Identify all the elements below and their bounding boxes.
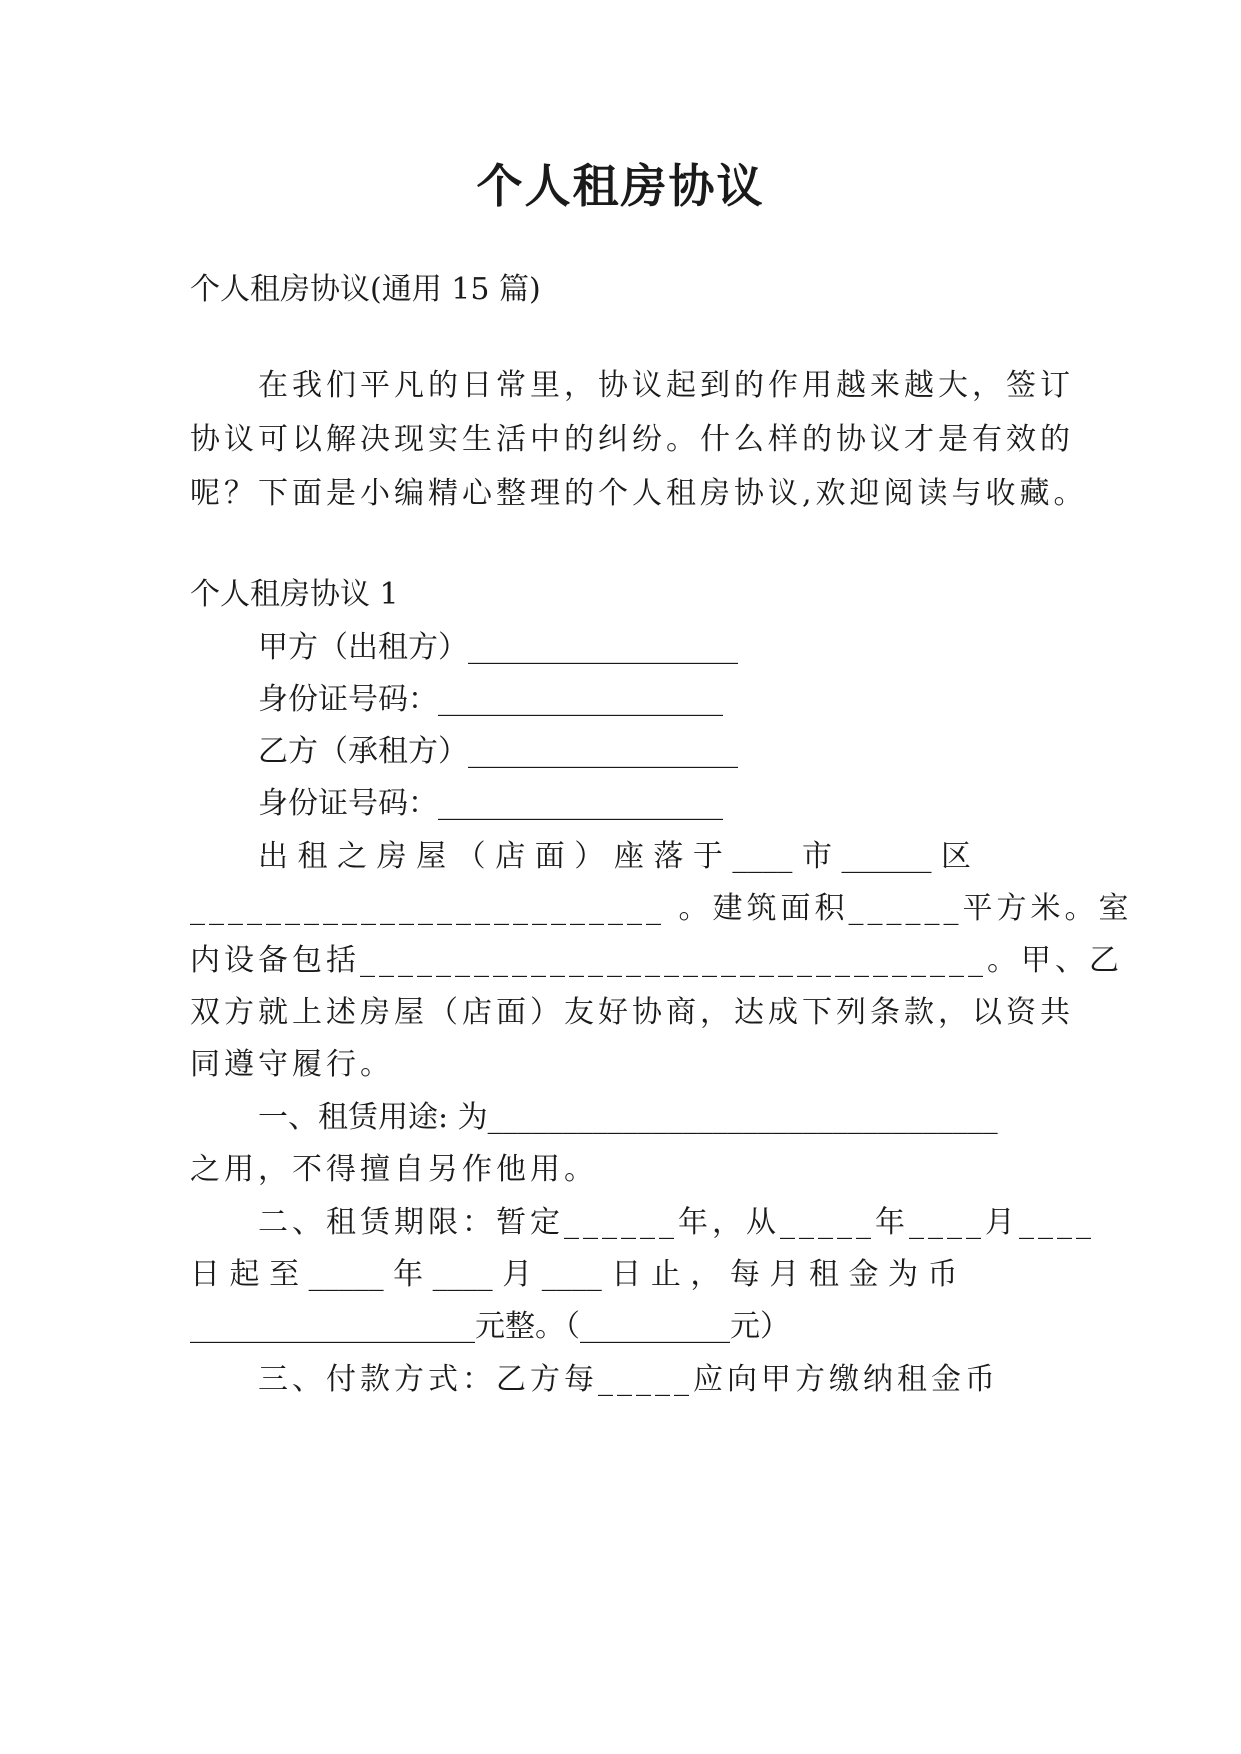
- property-agreement-line: 同遵守履行。: [190, 1047, 394, 1082]
- intro-paragraph-line: 呢？下面是小编精心整理的个人租房协议,欢迎阅读与收藏。: [190, 476, 1088, 511]
- document-title: 个人租房协议: [476, 159, 765, 213]
- property-area-line: _________________________ 。建筑面积______平方米。室: [190, 891, 1133, 926]
- clause-term: 二、租赁期限：暂定______年，从_____年____月____: [258, 1205, 1095, 1240]
- intro-paragraph-line: 在我们平凡的日常里，协议起到的作用越来越大，签订: [258, 368, 1074, 403]
- intro-paragraph-line: 协议可以解决现实生活中的纠纷。什么样的协议才是有效的: [190, 422, 1074, 457]
- party-b-field: 乙方（承租方）__________________: [258, 734, 738, 769]
- property-agreement-line: 双方就上述房屋（店面）友好协商，达成下列条款，以资共: [190, 995, 1074, 1030]
- document-subtitle: 个人租房协议(通用 15 篇): [190, 272, 541, 307]
- property-equipment-line: 内设备包括_________________________________。甲、乙: [190, 943, 1123, 978]
- clause-term: ___________________元整。（__________元）: [190, 1309, 790, 1344]
- clause-usage: 之用，不得擅自另作他用。: [190, 1152, 598, 1187]
- clause-payment: 三、付款方式：乙方每_____应向甲方缴纳租金币: [258, 1362, 999, 1397]
- section-heading: 个人租房协议 1: [190, 577, 399, 612]
- clause-term: 日 起 至 _____ 年 ____ 月 ____ 日 止 ， 每 月 租 金 为 币: [190, 1257, 958, 1292]
- party-a-field: 甲方（出租方）__________________: [258, 630, 738, 665]
- clause-usage: 一、租赁用途: 为__________________________________: [258, 1100, 998, 1135]
- party-b-id-field: 身份证号码：___________________: [258, 786, 723, 821]
- property-location-line: 出 租 之 房 屋 （ 店 面 ） 座 落 于 ____ 市 ______ 区: [258, 839, 972, 874]
- party-a-id-field: 身份证号码：___________________: [258, 682, 723, 717]
